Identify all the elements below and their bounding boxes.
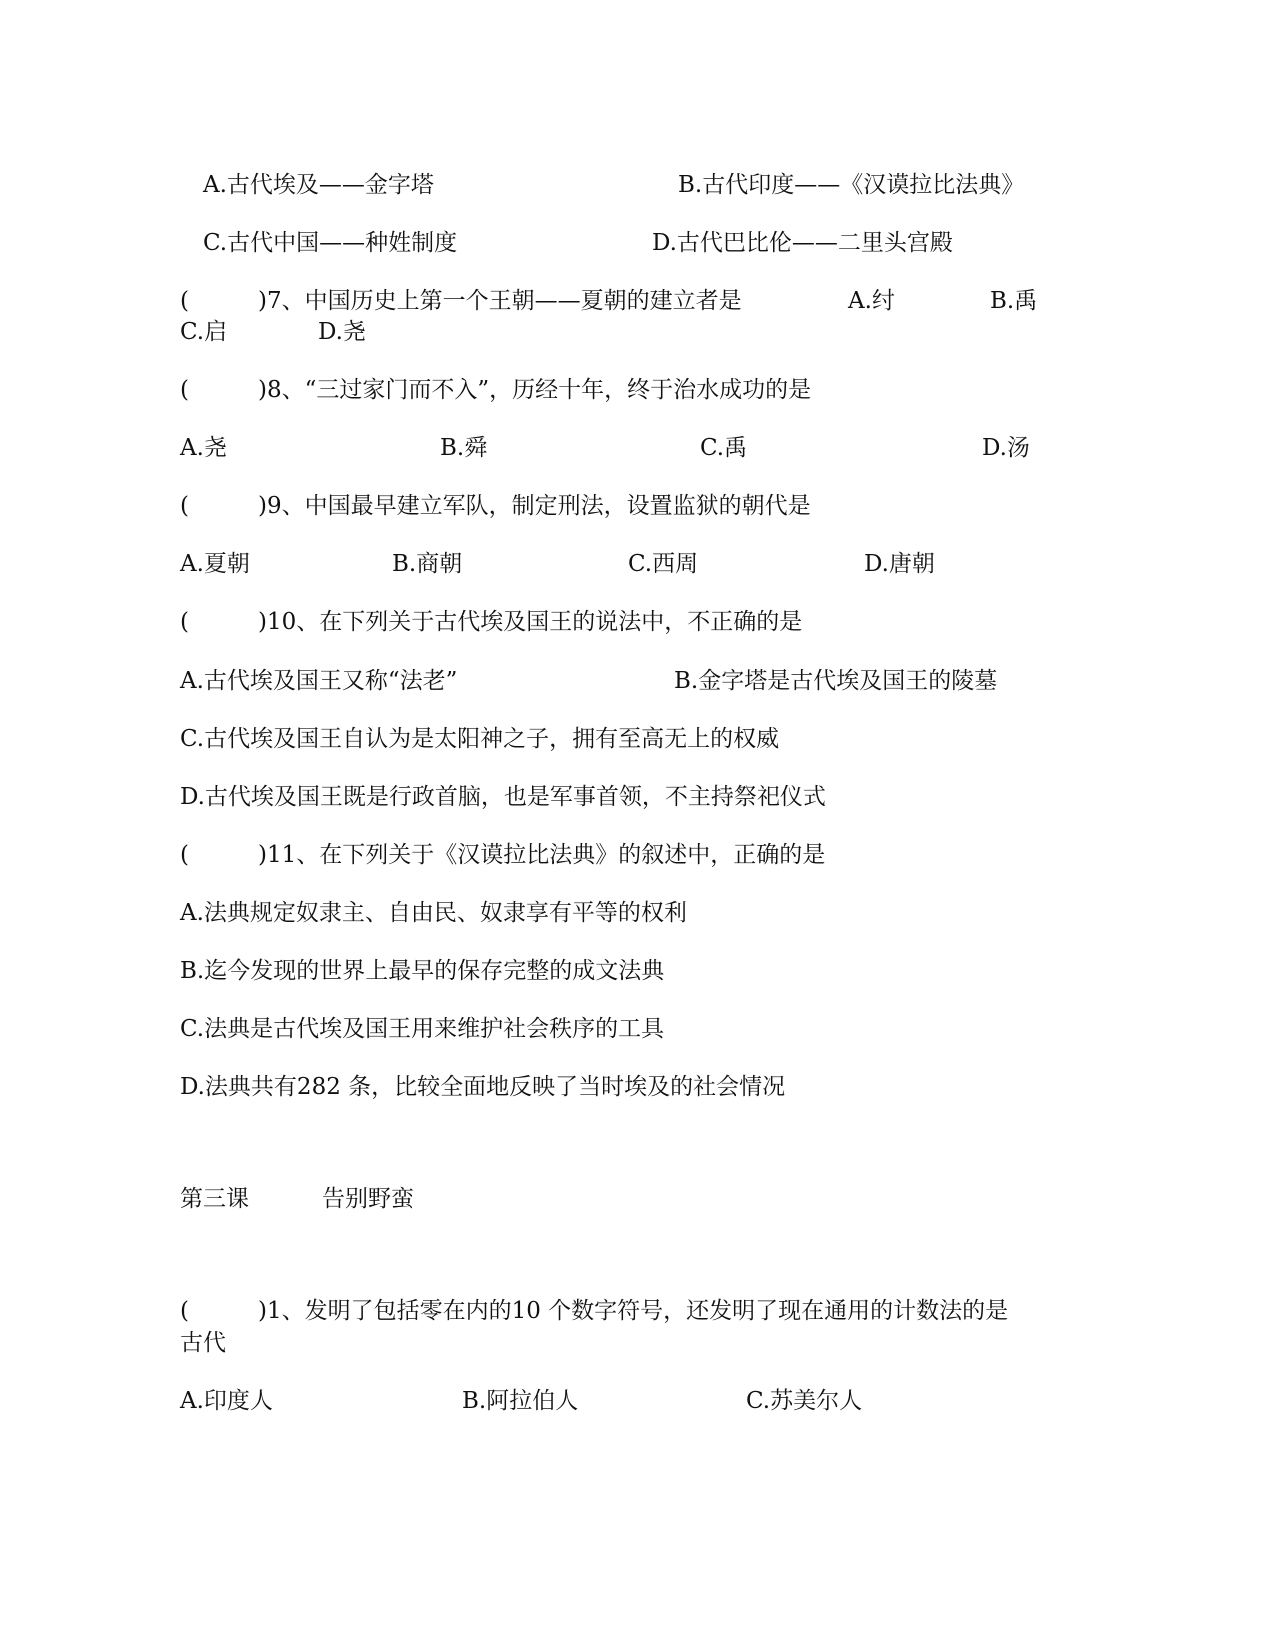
lesson-title: 告别野蛮 [322,1186,414,1212]
q6-option-d: D.古代巴比伦——二里头宫殿 [652,230,953,256]
q7-option-a: A.纣 [848,288,895,314]
q9-option-d: D.唐朝 [864,551,935,577]
q7-answer-paren: ( [180,288,189,314]
q10-option-d: D.古代埃及国王既是行政首脑，也是军事首领，不主持祭祀仪式 [180,784,826,810]
q10-option-c: C.古代埃及国王自认为是太阳神之子，拥有至高无上的权威 [180,726,780,752]
q8-option-a: A.尧 [180,435,227,461]
q8-option-c: C.禹 [700,435,748,461]
l3q1-answer-paren: ( [180,1298,189,1324]
q10-answer-paren: ( [180,609,189,635]
q6-option-c: C.古代中国——种姓制度 [203,230,458,256]
q9-answer-paren: ( [180,493,189,519]
q11-option-b: B.迄今发现的世界上最早的保存完整的成文法典 [180,958,665,984]
q11-option-d: D.法典共有282 条，比较全面地反映了当时埃及的社会情况 [180,1074,786,1100]
q6-option-a: A.古代埃及——金字塔 [203,172,434,198]
q10-stem: )10、在下列关于古代埃及国王的说法中，不正确的是 [258,609,803,635]
q7-stem: )7、中国历史上第一个王朝——夏朝的建立者是 [258,288,742,314]
q11-option-a: A.法典规定奴隶主、自由民、奴隶享有平等的权利 [180,900,687,926]
q8-answer-paren: ( [180,377,189,403]
q7-option-c: C.启 [180,319,228,345]
lesson-label: 第三课 [180,1186,249,1212]
q9-option-a: A.夏朝 [180,551,250,577]
q6-option-b: B.古代印度——《汉谟拉比法典》 [678,172,1025,198]
l3q1-option-a: A.印度人 [180,1388,273,1414]
l3q1-stem: )1、发明了包括零在内的10 个数字符号，还发明了现在通用的计数法的是 [258,1298,1009,1324]
l3q1-stem-continuation: 古代 [180,1330,226,1356]
q11-stem: )11、在下列关于《汉谟拉比法典》的叙述中，正确的是 [258,842,826,868]
q7-option-b: B.禹 [990,288,1038,314]
q11-answer-paren: ( [180,842,189,868]
q8-stem: )8、“三过家门而不入”，历经十年，终于治水成功的是 [258,377,812,403]
q9-option-c: C.西周 [628,551,699,577]
q8-option-d: D.汤 [982,435,1030,461]
q10-option-a: A.古代埃及国王又称“法老” [180,668,458,694]
l3q1-option-b: B.阿拉伯人 [462,1388,579,1414]
q8-option-b: B.舜 [440,435,488,461]
q7-option-d: D.尧 [318,319,366,345]
l3q1-option-c: C.苏美尔人 [746,1388,863,1414]
q9-stem: )9、中国最早建立军队，制定刑法，设置监狱的朝代是 [258,493,811,519]
q10-option-b: B.金字塔是古代埃及国王的陵墓 [674,668,998,694]
q9-option-b: B.商朝 [392,551,463,577]
q11-option-c: C.法典是古代埃及国王用来维护社会秩序的工具 [180,1016,665,1042]
